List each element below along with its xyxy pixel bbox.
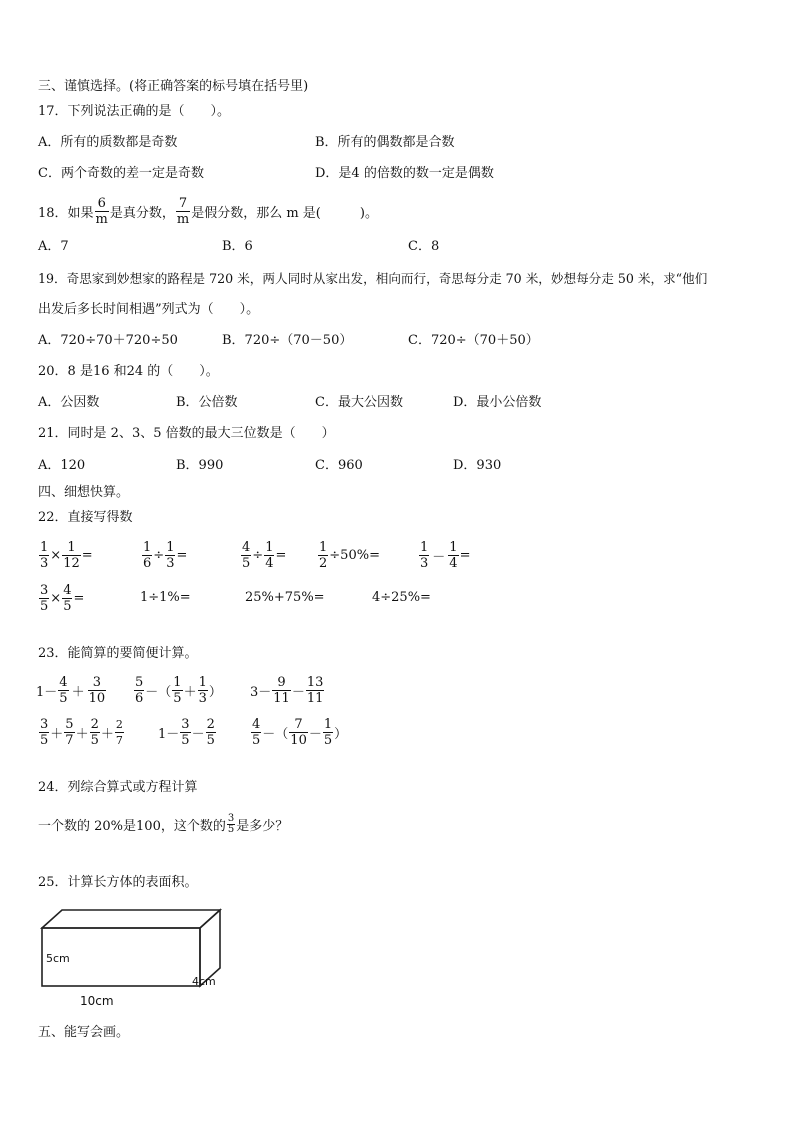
expression: 1÷1%=	[140, 590, 191, 605]
numerator: 3	[40, 716, 49, 732]
option-a: A．120	[38, 458, 86, 473]
denominator: 3	[40, 555, 49, 571]
operator: ＋	[50, 726, 64, 742]
denominator: 5	[252, 732, 261, 748]
option-a: A．公因数	[38, 395, 100, 410]
option-a: A．7	[38, 239, 69, 254]
equals: =	[73, 590, 85, 606]
option-a: A．所有的质数都是奇数	[38, 135, 178, 150]
option-b: B．公倍数	[176, 395, 238, 410]
denominator: 3	[166, 555, 175, 571]
numerator: 3	[227, 812, 235, 824]
denominator: 5	[63, 598, 72, 614]
question-stem: 17．下列说法正确的是（ ）。	[38, 104, 231, 119]
option-b: B．所有的偶数都是合数	[315, 135, 455, 150]
option-b: B．990	[176, 458, 224, 473]
expression	[317, 535, 380, 575]
numerator: 1	[319, 539, 328, 555]
numerator: 2	[90, 716, 99, 732]
operator: －（	[262, 726, 289, 742]
numerator: 1	[198, 674, 207, 690]
numerator: 9	[272, 675, 291, 691]
denominator: 7	[115, 733, 123, 747]
denominator: m	[95, 211, 108, 227]
expression: 4÷25%=	[372, 590, 431, 605]
section-title: 五、能写会画。	[38, 1025, 130, 1040]
question-stem: 25．计算长方体的表面积。	[38, 875, 198, 890]
expression-prefix: 1－	[36, 684, 58, 700]
numerator: 5	[135, 674, 144, 690]
numerator: 1	[265, 539, 274, 555]
denominator: 7	[65, 732, 74, 748]
numerator: 1	[323, 716, 333, 732]
question-stem: 22．直接写得数	[38, 510, 133, 525]
expression-prefix: 3－	[250, 684, 272, 700]
question-stem: 19．奇思家到妙想家的路程是 720 米，两人同时从家出发，相向而行，奇思每分走 70 米，妙想每分走 50 米，求“他们	[38, 271, 708, 286]
denominator: 4	[449, 555, 458, 571]
expression	[36, 670, 107, 710]
denominator: 2	[319, 555, 328, 571]
width-label: 4cm	[192, 975, 216, 988]
expression	[158, 712, 217, 752]
option-c: C．最大公因数	[315, 395, 403, 410]
numerator: 2	[206, 716, 215, 732]
question-stem: 24．列综合算式或方程计算	[38, 780, 198, 795]
expression	[133, 670, 222, 710]
denominator: 5	[40, 598, 49, 614]
numerator: 4	[242, 539, 251, 555]
numerator: 6	[95, 196, 109, 212]
option-c: C．8	[408, 239, 440, 254]
fraction	[95, 196, 109, 227]
stem-text: 是真分数，	[109, 205, 175, 221]
denominator: 5	[323, 732, 333, 748]
operator: ＋	[183, 684, 197, 700]
denominator: m	[176, 211, 190, 227]
section-title: 四、细想快算。	[38, 485, 130, 500]
numerator: 1	[62, 540, 81, 556]
numerator: 4	[252, 716, 261, 732]
equals: =	[275, 547, 287, 563]
numerator: 1	[166, 539, 175, 555]
numerator: 3	[181, 716, 190, 732]
height-label: 5cm	[46, 952, 70, 965]
numerator: 13	[306, 674, 324, 690]
numerator: 7	[176, 196, 190, 212]
operator: ）	[208, 684, 222, 700]
operator: ）	[334, 726, 348, 742]
numerator: 3	[88, 675, 107, 691]
question-stem	[38, 192, 378, 230]
denominator: 5	[206, 732, 215, 748]
denominator: 5	[40, 732, 49, 748]
operator: ＋	[100, 726, 114, 742]
numerator: 1	[40, 539, 49, 555]
expression	[38, 535, 93, 575]
denominator: 6	[135, 690, 144, 706]
operator: ＋	[71, 684, 85, 700]
expression-prefix: 1－	[158, 726, 180, 742]
denominator: 5	[59, 690, 68, 706]
expression	[38, 712, 125, 752]
numerator: 1	[143, 539, 152, 555]
operator: ×	[50, 547, 62, 563]
expression	[38, 578, 84, 618]
body-text: 是多少？	[236, 818, 289, 834]
question-stem-cont: 出发后多长时间相遇”列式为（ ）。	[38, 302, 260, 317]
denominator: 5	[181, 732, 190, 748]
stem-text: 是假分数，那么 m 是( )。	[191, 205, 378, 221]
equals: =	[176, 547, 188, 563]
numerator: 1	[449, 539, 458, 555]
expression	[250, 712, 347, 752]
section-title: 三、谨慎选择。(将正确答案的标号填在括号里)	[38, 79, 309, 94]
option-d: D．是4 的倍数的数一定是偶数	[315, 166, 494, 181]
denominator: 4	[265, 555, 274, 571]
numerator: 3	[40, 582, 49, 598]
option-c: C．960	[315, 458, 363, 473]
expression	[141, 535, 187, 575]
operator: ÷	[252, 547, 264, 563]
operator: －	[308, 726, 322, 742]
option-b: B．720÷（70－50）	[222, 333, 353, 348]
option-c: C．720÷（70＋50）	[408, 333, 539, 348]
operator: ＋	[75, 726, 89, 742]
expression	[418, 535, 470, 575]
denominator: 3	[198, 690, 207, 706]
denominator: 6	[143, 555, 152, 571]
numerator: 5	[65, 716, 74, 732]
operator: ÷	[153, 547, 165, 563]
denominator: 5	[90, 732, 99, 748]
denominator: 11	[306, 690, 324, 706]
expression-rest: ÷50%=	[329, 547, 380, 563]
denominator: 12	[63, 555, 80, 571]
equals: =	[459, 547, 471, 563]
option-d: D．最小公倍数	[453, 395, 542, 410]
numerator: 7	[289, 717, 308, 733]
option-b: B．6	[222, 239, 253, 254]
denominator: 5	[173, 690, 182, 706]
question-stem: 20．8 是16 和24 的（ ）。	[38, 364, 219, 379]
operator: －	[191, 726, 205, 742]
numerator: 1	[420, 539, 429, 555]
denominator: 10	[290, 732, 307, 748]
option-c: C．两个奇数的差一定是奇数	[38, 166, 204, 181]
numerator: 4	[63, 582, 72, 598]
stem-text: 18．如果	[38, 205, 94, 221]
body-text: 一个数的 20%是100，这个数的	[38, 818, 226, 834]
denominator: 3	[420, 555, 429, 571]
operator: －（	[145, 684, 172, 700]
fraction	[176, 196, 190, 227]
numerator: 1	[173, 674, 182, 690]
equals: =	[81, 547, 93, 563]
denominator: 11	[273, 690, 290, 706]
operator: ×	[50, 590, 62, 606]
denominator: 10	[88, 690, 106, 706]
expression: 25%+75%=	[245, 590, 325, 605]
length-label: 10cm	[80, 994, 114, 1008]
question-stem: 21．同时是 2、3、5 倍数的最大三位数是（ ）	[38, 426, 335, 441]
expression	[240, 535, 286, 575]
denominator: 5	[242, 555, 251, 571]
operator: －	[291, 684, 305, 700]
expression	[250, 670, 325, 710]
question-body	[38, 808, 288, 840]
operator: －	[432, 549, 446, 565]
numerator: 2	[115, 717, 123, 731]
numerator: 4	[59, 674, 68, 690]
question-stem: 23．能简算的要简便计算。	[38, 646, 198, 661]
denominator: 5	[227, 823, 235, 835]
option-a: A．720÷70＋720÷50	[38, 333, 178, 348]
option-d: D．930	[453, 458, 502, 473]
